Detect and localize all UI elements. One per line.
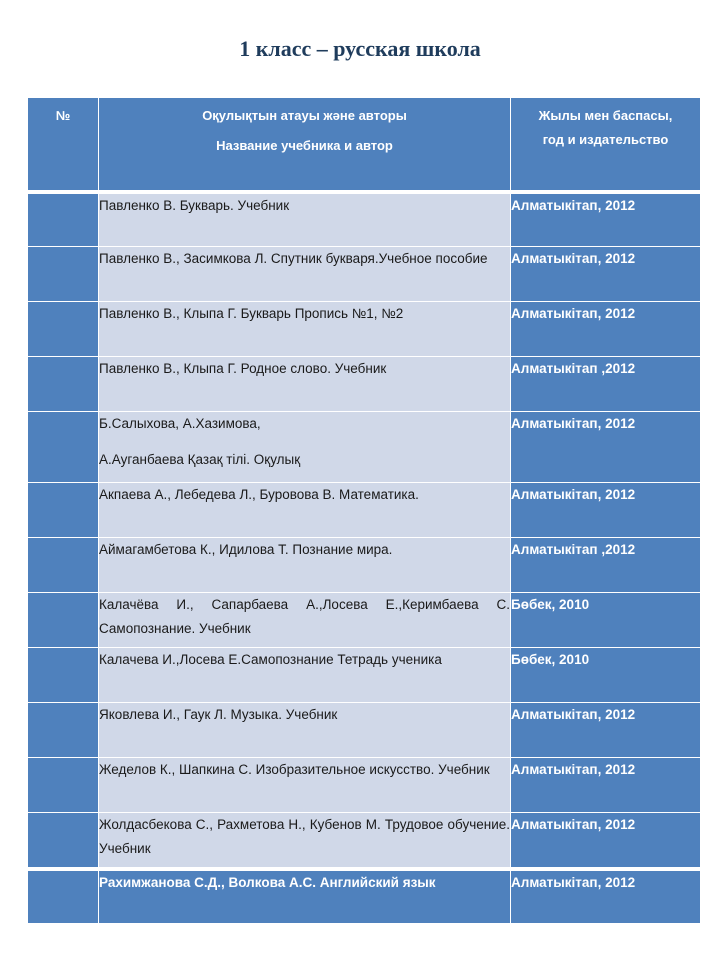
row-number-cell (28, 302, 99, 357)
page-title: 1 класс – русская школа (239, 36, 481, 61)
header-title-ru: Название учебника и автор (216, 138, 393, 153)
row-title-line-1: Б.Салыхова, А.Хазимова, (99, 416, 261, 431)
row-number-cell (28, 412, 99, 483)
row-title-cell: Жолдасбекова С., Рахметова Н., Кубенов М. Трудовое обучение. Учебник (99, 813, 511, 870)
header-title (99, 98, 511, 193)
row-title-cell: Павленко В. Букварь. Учебник (99, 192, 511, 247)
row-number-cell (28, 483, 99, 538)
row-publisher-cell: Алматыкітап ,2012 (511, 357, 701, 412)
row-publisher-cell: Алматыкітап, 2012 (511, 869, 701, 924)
row-number-cell (28, 648, 99, 703)
header-number: № (28, 98, 99, 193)
table-header-row (28, 98, 701, 193)
row-number-cell (28, 192, 99, 247)
header-publisher-ru: год и издательство (542, 132, 669, 147)
row-publisher-cell: Алматыкітап, 2012 (511, 758, 701, 813)
header-title-kz: Оқулықтын атауы және авторы (202, 108, 407, 123)
table-row (28, 758, 701, 813)
header-publisher-kz: Жылы мен баспасы, (538, 108, 673, 123)
table-row (28, 412, 701, 483)
row-publisher-cell: Алматыкітап, 2012 (511, 412, 701, 483)
table-row (28, 813, 701, 870)
row-title-cell: Павленко В., Клыпа Г. Букварь Пропись №1, №2 (99, 302, 511, 357)
row-publisher-cell: Алматыкітап, 2012 (511, 703, 701, 758)
row-publisher-cell: Алматыкітап, 2012 (511, 247, 701, 302)
row-publisher-cell: Алматыкітап, 2012 (511, 483, 701, 538)
table-row (28, 593, 701, 648)
row-publisher-cell: Алматыкітап, 2012 (511, 813, 701, 870)
row-title-cell: Павленко В., Засимкова Л. Спутник букваря.Учебное пособие (99, 247, 511, 302)
table-row (28, 192, 701, 247)
row-publisher-cell: Алматыкітап ,2012 (511, 538, 701, 593)
table-row (28, 357, 701, 412)
row-publisher-cell: Бөбек, 2010 (511, 593, 701, 648)
row-title-line-2: А.Ауганбаева Қазақ тілі. Оқулық (99, 452, 301, 467)
table-row (28, 648, 701, 703)
row-number-cell (28, 593, 99, 648)
row-publisher-cell: Бөбек, 2010 (511, 648, 701, 703)
row-publisher-cell: Алматыкітап, 2012 (511, 302, 701, 357)
row-title-cell: Жеделов К., Шапкина С. Изобразительное искусство. Учебник (99, 758, 511, 813)
row-title-cell: Калачёва И., Сапарбаева А.,Лосева Е.,Керимбаева С. Самопознание. Учебник (99, 593, 511, 648)
row-number-cell (28, 538, 99, 593)
row-title-cell (99, 412, 511, 483)
header-publisher (511, 98, 701, 193)
row-number-cell (28, 813, 99, 870)
table-row (28, 302, 701, 357)
row-title-cell: Яковлева И., Гаук Л. Музыка. Учебник (99, 703, 511, 758)
table-row (28, 483, 701, 538)
row-title-cell: Павленко В., Клыпа Г. Родное слово. Учебник (99, 357, 511, 412)
row-title-cell: Калачева И.,Лосева Е.Самопознание Тетрадь ученика (99, 648, 511, 703)
row-number-cell (28, 357, 99, 412)
row-publisher-cell: Алматыкітап, 2012 (511, 192, 701, 247)
textbook-table (27, 97, 701, 924)
row-number-cell (28, 869, 99, 924)
table-row (28, 538, 701, 593)
row-number-cell (28, 758, 99, 813)
row-number-cell (28, 247, 99, 302)
row-number-cell (28, 703, 99, 758)
row-title-cell: Рахимжанова С.Д., Волкова А.С. Английский язык (99, 869, 511, 924)
table-row (28, 247, 701, 302)
row-title-cell: Аймагамбетова К., Идилова Т. Познание мира. (99, 538, 511, 593)
table-row (28, 703, 701, 758)
table-row (28, 869, 701, 924)
row-title-cell: Акпаева А., Лебедева Л., Буровова В. Математика. (99, 483, 511, 538)
